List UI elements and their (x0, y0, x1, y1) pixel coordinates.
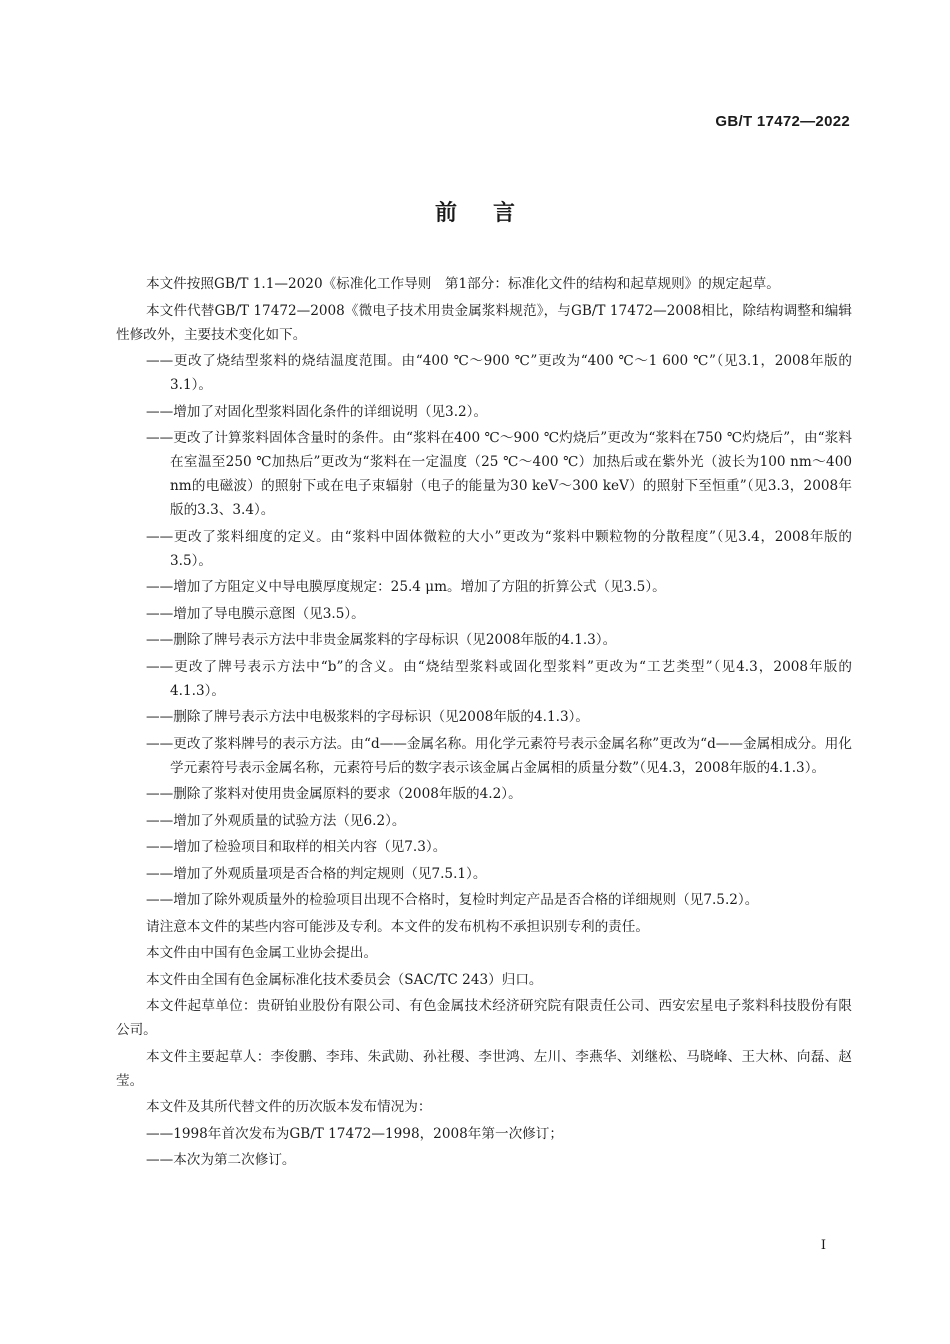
change-item: ——增加了外观质量的试验方法（见6.2）。 (146, 812, 406, 829)
change-item: ——增加了方阻定义中导电膜厚度规定：25.4 μm。增加了方阻的折算公式（见3.5）。 (146, 579, 666, 595)
change-item: ——增加了除外观质量外的检验项目出现不合格时，复检时判定产品是否合格的详细规则（见7.5.2）。 (146, 892, 759, 908)
history-item: ——1998年首次发布为GB/T 17472—1998，2008年第一次修订； (146, 1125, 563, 1142)
change-item: ——删除了牌号表示方法中非贵金属浆料的字母标识（见2008年版的4.1.3）。 (146, 632, 617, 648)
change-item: ——更改了烧结型浆料的烧结温度范围。由“400 ℃～900 ℃”更改为“400 ℃～1 600 ℃”（见3.1，2008年版的3.1）。 (146, 353, 852, 393)
change-item: ——更改了牌号表示方法中“b”的含义。由“烧结型浆料或固化型浆料”更改为“工艺类型”（见4.3，2008年版的4.1.3）。 (146, 658, 852, 699)
change-item: ——增加了对固化型浆料固化条件的详细说明（见3.2）。 (146, 403, 488, 420)
change-item: ——增加了外观质量项是否合格的判定规则（见7.5.1）。 (146, 865, 487, 882)
change-item: ——增加了导电膜示意图（见3.5）。 (146, 605, 365, 622)
document-body (116, 272, 852, 1175)
history-intro-paragraph: 本文件及其所代替文件的历次版本发布情况为： (146, 1099, 432, 1115)
intro-paragraph-2: 本文件代替GB/T 17472—2008《微电子技术用贵金属浆料规范》，与GB/T 17472—2008相比，除结构调整和编辑性修改外，主要技术变化如下。 (116, 302, 852, 343)
page-title: 前言 (434, 201, 551, 226)
page-number: I (820, 1238, 826, 1253)
change-item: ——删除了浆料对使用贵金属原料的要求（2008年版的4.2）。 (146, 786, 522, 802)
standard-code: GB/T 17472—2022 (715, 113, 850, 130)
history-item: ——本次为第二次修订。 (146, 1152, 296, 1168)
change-item: ——更改了计算浆料固体含量时的条件。由“浆料在400 ℃～900 ℃灼烧后”更改为“浆料在750 ℃灼烧后”，由“浆料在室温至250 ℃加热后”更改为“浆料在一定温度（25 ℃～400 ℃）加热后或在紫外光（波长为100 nm～400 nm的电磁波）的照射下或在电子束辐射（电子的能量为30 keV～300 keV）的照射下至恒重”（见3.3，2008年版的3.3、3.4）。 (146, 430, 852, 518)
change-item: ——更改了浆料牌号的表示方法。由“d——金属名称。用化学元素符号表示金属名称”更改为“d——金属相成分。用化学元素符号表示金属名称，元素符号后的数字表示该金属占金属相的质量分数”（见4.3，2008年版的4.1.3）。 (146, 735, 852, 776)
intro-paragraph-1: 本文件按照GB/T 1.1—2020《标准化工作导则 第1部分：标准化文件的结构和起草规则》的规定起草。 (146, 276, 780, 292)
committee-paragraph: 本文件由全国有色金属标准化技术委员会（SAC/TC 243）归口。 (146, 971, 543, 988)
drafting-units-paragraph: 本文件起草单位：贵研铂业股份有限公司、有色金属技术经济研究院有限责任公司、西安宏星电子浆料科技股份有限公司。 (116, 998, 852, 1038)
patent-notice: 请注意本文件的某些内容可能涉及专利。本文件的发布机构不承担识别专利的责任。 (146, 918, 649, 935)
change-item: ——更改了浆料细度的定义。由“浆料中固体微粒的大小”更改为“浆料中颗粒物的分散程度”（见3.4，2008年版的3.5）。 (146, 528, 852, 569)
change-item: ——增加了检验项目和取样的相关内容（见7.3）。 (146, 839, 447, 855)
proposer-paragraph: 本文件由中国有色金属工业协会提出。 (146, 945, 378, 961)
drafters-paragraph: 本文件主要起草人：李俊鹏、李玮、朱武勋、孙社稷、李世鸿、左川、李燕华、刘继松、马晓峰、王大林、向磊、赵莹。 (116, 1048, 852, 1089)
change-item: ——删除了牌号表示方法中电极浆料的字母标识（见2008年版的4.1.3）。 (146, 709, 590, 725)
